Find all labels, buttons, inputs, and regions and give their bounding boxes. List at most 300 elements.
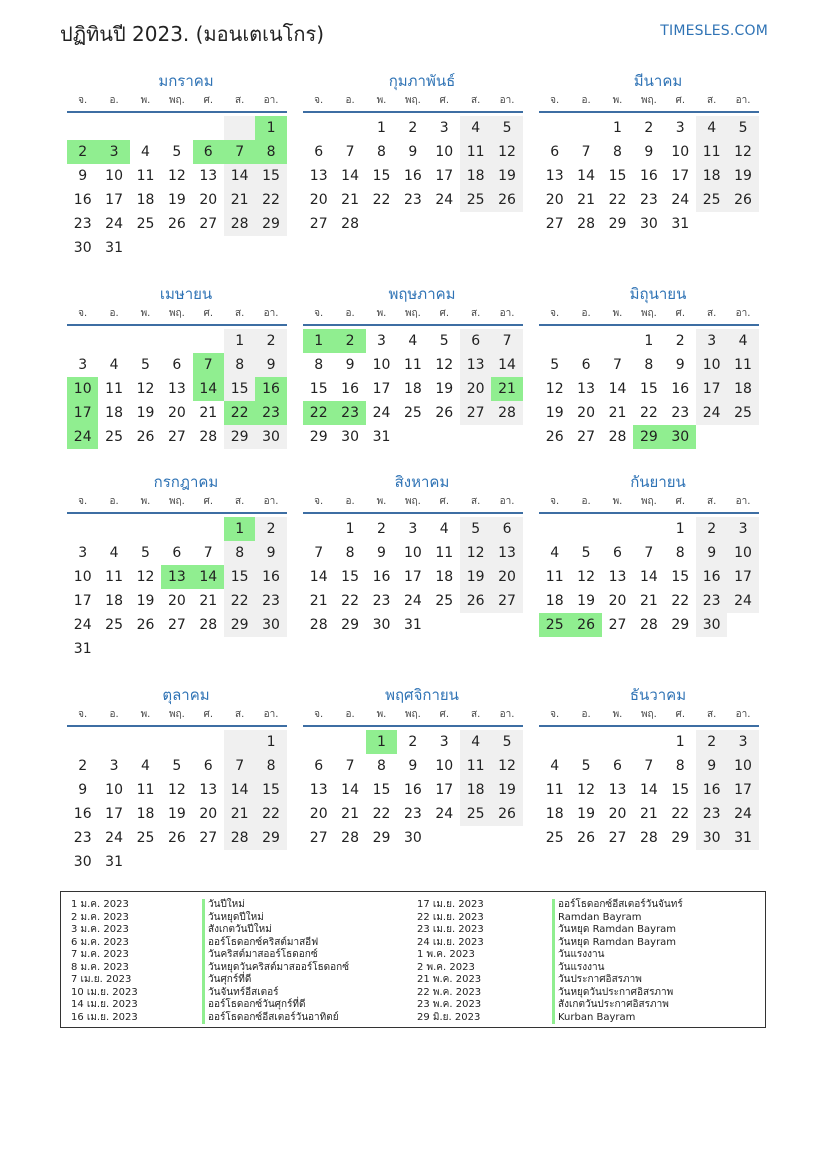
day-cell: 12 — [167, 782, 186, 798]
day-cell: 22 — [639, 405, 658, 421]
day-cell: 30 — [255, 613, 286, 637]
month-rule — [539, 725, 759, 727]
day-cell: 19 — [545, 405, 564, 421]
month-name: พฤษภาคม — [388, 285, 456, 303]
day-cell: 28 — [309, 617, 328, 633]
week-row — [539, 541, 759, 565]
day-cell: 17 — [671, 168, 690, 184]
holiday-date: 8 ม.ค. 2023 — [71, 961, 129, 973]
empty-day — [255, 850, 286, 874]
day-cell: 26 — [136, 617, 155, 633]
empty-day — [397, 425, 428, 449]
week-row — [67, 565, 287, 589]
empty-day — [67, 329, 98, 353]
day-cell: 1 — [377, 120, 386, 136]
day-cell: 7 — [491, 329, 522, 353]
day-cell: 5 — [491, 730, 522, 754]
day-cell: 10 — [67, 377, 98, 401]
day-cell: 5 — [141, 545, 150, 561]
week-row — [67, 589, 287, 613]
empty-day — [67, 517, 98, 541]
empty-day — [303, 116, 334, 140]
holiday-date: 16 เม.ย. 2023 — [71, 1011, 138, 1023]
weekday-label: พฤ. — [404, 308, 421, 319]
week-row — [539, 212, 759, 236]
month-name: เมษายน — [159, 285, 213, 303]
day-cell: 20 — [577, 405, 595, 421]
day-cell: 19 — [577, 593, 595, 609]
day-cell: 11 — [460, 140, 491, 164]
day-cell: 17 — [696, 377, 727, 401]
day-cell: 8 — [224, 353, 255, 377]
empty-day — [193, 850, 224, 874]
holiday-date: 14 เม.ย. 2023 — [71, 999, 138, 1010]
holiday-name: วันแรงงาน — [552, 949, 683, 962]
day-cell: 15 — [309, 381, 328, 397]
day-cell: 10 — [105, 168, 123, 184]
day-cell: 29 — [309, 429, 328, 445]
day-cell: 18 — [136, 806, 155, 822]
day-cell: 11 — [105, 381, 123, 397]
weekday-header — [539, 493, 759, 510]
holiday-name: วันหยุด Ramdan Bayram — [552, 924, 683, 937]
day-cell: 25 — [435, 593, 454, 609]
empty-day — [193, 236, 224, 260]
empty-day — [727, 425, 758, 449]
weekday-label: อ. — [109, 496, 119, 507]
holiday-name: สังเกตวันปีใหม่ — [202, 924, 349, 937]
weekday-label: พฤ. — [168, 496, 185, 507]
day-cell: 4 — [109, 545, 119, 561]
day-cell: 17 — [435, 168, 454, 184]
weekday-label: จ. — [314, 709, 324, 720]
day-cell: 1 — [613, 120, 622, 136]
day-cell: 17 — [105, 192, 123, 208]
day-cell: 15 — [671, 782, 690, 798]
day-cell: 23 — [696, 589, 727, 613]
empty-day — [539, 116, 570, 140]
month-rule — [303, 111, 523, 113]
empty-day — [602, 730, 633, 754]
day-cell: 13 — [608, 782, 627, 798]
empty-day — [255, 637, 286, 661]
weekday-label: จ. — [550, 95, 560, 106]
day-cell: 1 — [675, 734, 685, 750]
day-cell: 16 — [255, 565, 286, 589]
day-cell: 23 — [696, 802, 727, 826]
week-row — [303, 353, 523, 377]
empty-day — [727, 613, 758, 637]
day-cell: 17 — [73, 593, 92, 609]
day-cell: 26 — [460, 589, 491, 613]
day-cell: 12 — [136, 381, 155, 397]
day-cell: 19 — [577, 806, 595, 822]
weekday-label: อ. — [109, 308, 119, 319]
day-cell: 20 — [491, 565, 522, 589]
day-cell: 31 — [403, 617, 422, 633]
holiday-date: 21 พ.ค. 2023 — [417, 974, 482, 985]
day-cell: 22 — [671, 593, 690, 609]
day-cell: 6 — [314, 758, 324, 774]
day-cell: 17 — [435, 782, 454, 798]
empty-day — [602, 517, 633, 541]
weekday-label: จ. — [78, 496, 88, 507]
holiday-date: 7 ม.ค. 2023 — [71, 949, 129, 960]
month-block — [303, 471, 523, 637]
month-rule — [303, 725, 523, 727]
day-cell: 12 — [136, 569, 155, 585]
day-cell: 20 — [608, 806, 627, 822]
day-cell: 20 — [309, 192, 328, 208]
day-cell: 31 — [671, 216, 690, 232]
day-cell: 21 — [341, 192, 359, 208]
day-cell: 13 — [460, 353, 491, 377]
week-row — [539, 140, 759, 164]
weekday-label: อ. — [109, 709, 119, 720]
day-cell: 2 — [675, 333, 685, 349]
empty-day — [429, 613, 460, 637]
empty-day — [633, 517, 664, 541]
day-cell: 5 — [172, 758, 182, 774]
day-cell: 18 — [545, 806, 564, 822]
day-cell: 5 — [460, 517, 491, 541]
weekday-label: ส. — [235, 496, 245, 507]
day-cell: 4 — [141, 144, 150, 160]
empty-day — [460, 425, 491, 449]
holiday-name: สังเกตวันประกาศอิสรภาพ — [552, 999, 683, 1012]
empty-day — [429, 425, 460, 449]
month-block — [303, 684, 523, 850]
weekday-label: อา. — [263, 709, 279, 720]
day-cell: 29 — [224, 425, 255, 449]
weekday-label: ศ. — [203, 308, 214, 319]
weekday-header — [67, 493, 287, 510]
weekday-label: อา. — [735, 308, 751, 319]
day-cell: 16 — [341, 381, 359, 397]
brand-link[interactable]: TIMESLES.COM — [660, 23, 768, 39]
day-cell: 4 — [550, 758, 560, 774]
empty-day — [429, 826, 460, 850]
empty-day — [539, 517, 570, 541]
day-cell: 14 — [577, 168, 595, 184]
weekday-label: พฤ. — [404, 496, 421, 507]
month-rule — [303, 324, 523, 326]
day-cell: 6 — [613, 758, 622, 774]
empty-day — [161, 236, 192, 260]
day-cell: 29 — [608, 216, 627, 232]
weekday-label: พ. — [376, 308, 387, 319]
weekday-label: อา. — [263, 95, 279, 106]
week-row — [303, 754, 523, 778]
day-cell: 10 — [372, 357, 391, 373]
weekday-label: พ. — [612, 95, 623, 106]
week-row — [539, 329, 759, 353]
weekday-header — [539, 706, 759, 723]
weekday-label: อ. — [345, 496, 355, 507]
day-cell: 10 — [403, 545, 422, 561]
day-cell: 18 — [105, 405, 123, 421]
day-cell: 4 — [696, 116, 727, 140]
weekday-label: อ. — [581, 95, 591, 106]
empty-day — [98, 116, 129, 140]
day-cell: 27 — [309, 216, 328, 232]
empty-day — [98, 517, 129, 541]
day-cell: 27 — [608, 617, 627, 633]
day-cell: 25 — [136, 830, 155, 846]
day-cell: 21 — [608, 405, 627, 421]
day-cell: 21 — [199, 593, 218, 609]
weekday-label: พ. — [612, 308, 623, 319]
day-cell: 3 — [377, 333, 386, 349]
empty-day — [460, 212, 491, 236]
day-cell: 21 — [491, 377, 522, 401]
holiday-date: 3 ม.ค. 2023 — [71, 924, 129, 935]
week-row — [539, 589, 759, 613]
weekday-label: พ. — [140, 308, 151, 319]
day-cell: 28 — [608, 429, 627, 445]
day-cell: 18 — [696, 164, 727, 188]
empty-day — [460, 826, 491, 850]
day-cell: 31 — [372, 429, 391, 445]
day-cell: 28 — [199, 429, 218, 445]
weekday-label: ส. — [235, 709, 245, 720]
day-cell: 9 — [78, 782, 88, 798]
empty-day — [193, 637, 224, 661]
day-cell: 18 — [460, 164, 491, 188]
day-cell: 23 — [334, 401, 365, 425]
weekday-label: พฤ. — [168, 95, 185, 106]
holiday-name: วันคริสต์มาสออร์โธดอกซ์ — [202, 949, 349, 962]
day-cell: 13 — [309, 782, 328, 798]
day-cell: 24 — [727, 589, 758, 613]
day-cell: 1 — [644, 333, 654, 349]
day-cell: 20 — [460, 377, 491, 401]
weekday-header — [303, 305, 523, 322]
day-cell: 15 — [255, 778, 286, 802]
weekday-label: ศ. — [675, 709, 686, 720]
day-cell: 10 — [671, 144, 690, 160]
day-cell: 23 — [403, 806, 422, 822]
weekday-header — [303, 92, 523, 109]
holiday-names-right — [552, 899, 683, 1024]
month-rule — [539, 111, 759, 113]
empty-day — [161, 637, 192, 661]
empty-day — [491, 613, 522, 637]
empty-day — [130, 637, 161, 661]
day-cell: 9 — [696, 541, 727, 565]
day-cell: 14 — [639, 569, 658, 585]
day-cell: 16 — [696, 778, 727, 802]
day-cell: 23 — [639, 192, 658, 208]
day-cell: 14 — [193, 565, 224, 589]
holiday-name: วันหยุดวันคริสต์มาสออร์โธดอกซ์ — [202, 962, 349, 975]
weekday-header — [539, 305, 759, 322]
day-cell: 8 — [675, 758, 685, 774]
holiday-name: ออร์โธดอกซ์วันศุกร์ที่ดี — [202, 999, 349, 1012]
month-block — [67, 283, 287, 449]
empty-day — [224, 730, 255, 754]
empty-day — [193, 329, 224, 353]
day-cell: 15 — [341, 569, 359, 585]
day-cell: 27 — [577, 429, 595, 445]
day-cell: 17 — [727, 565, 758, 589]
day-cell: 19 — [727, 164, 758, 188]
day-cell: 7 — [224, 140, 255, 164]
day-cell: 18 — [435, 569, 454, 585]
day-cell: 14 — [341, 168, 359, 184]
day-cell: 16 — [639, 168, 658, 184]
day-cell: 9 — [408, 144, 418, 160]
weekday-header — [67, 706, 287, 723]
holiday-name: ออร์โธดอกซ์อีสเตอร์วันจันทร์ — [552, 899, 683, 912]
day-cell: 18 — [460, 778, 491, 802]
weekday-label: อา. — [735, 496, 751, 507]
day-cell: 13 — [608, 569, 627, 585]
weekday-header — [67, 92, 287, 109]
weekday-label: อา. — [735, 95, 751, 106]
month-name: กรกฎาคม — [153, 473, 219, 491]
weekday-label: อา. — [499, 709, 515, 720]
day-cell: 27 — [309, 830, 328, 846]
day-cell: 17 — [403, 569, 422, 585]
day-cell: 28 — [199, 617, 218, 633]
weekday-label: ส. — [471, 308, 481, 319]
week-row — [67, 613, 287, 637]
day-cell: 15 — [372, 782, 391, 798]
holiday-date: 17 เม.ย. 2023 — [417, 899, 484, 910]
holiday-name: วันหยุดวันประกาศอิสรภาพ — [552, 987, 683, 1000]
weekday-label: อา. — [499, 308, 515, 319]
day-cell: 11 — [105, 569, 123, 585]
day-cell: 16 — [403, 168, 422, 184]
week-row — [67, 377, 287, 401]
day-cell: 14 — [608, 381, 627, 397]
week-row — [303, 116, 523, 140]
month-rule — [539, 512, 759, 514]
day-cell: 9 — [675, 357, 685, 373]
day-cell: 8 — [377, 758, 386, 774]
day-cell: 22 — [372, 806, 391, 822]
weekday-label: พฤ. — [168, 308, 185, 319]
week-row — [303, 164, 523, 188]
day-cell: 19 — [491, 778, 522, 802]
day-cell: 30 — [73, 854, 92, 870]
empty-day — [130, 850, 161, 874]
day-cell: 24 — [105, 830, 123, 846]
holiday-date: 23 เม.ย. 2023 — [417, 924, 484, 935]
day-cell: 28 — [639, 617, 658, 633]
day-cell: 22 — [341, 593, 359, 609]
day-cell: 13 — [309, 168, 328, 184]
month-name: มกราคม — [158, 72, 214, 90]
month-name: มิถุนายน — [629, 285, 687, 303]
day-cell: 21 — [224, 188, 255, 212]
day-cell: 19 — [435, 381, 454, 397]
day-cell: 31 — [105, 854, 123, 870]
weekday-label: อ. — [581, 496, 591, 507]
month-rule — [67, 725, 287, 727]
holiday-date: 24 เม.ย. 2023 — [417, 936, 484, 948]
week-row — [303, 730, 523, 754]
day-cell: 15 — [608, 168, 627, 184]
day-cell: 12 — [167, 168, 186, 184]
weekday-label: พ. — [376, 709, 387, 720]
weekday-label: อ. — [345, 95, 355, 106]
day-cell: 28 — [577, 216, 595, 232]
day-cell: 23 — [372, 593, 391, 609]
day-cell: 4 — [727, 329, 758, 353]
weekday-label: ส. — [471, 95, 481, 106]
holiday-name: Ramdan Bayram — [552, 912, 683, 925]
day-cell: 5 — [172, 144, 182, 160]
day-cell: 8 — [255, 754, 286, 778]
day-cell: 11 — [136, 168, 155, 184]
empty-day — [334, 116, 365, 140]
weekday-label: จ. — [550, 709, 560, 720]
day-cell: 31 — [105, 240, 123, 256]
day-cell: 21 — [224, 802, 255, 826]
weekday-label: ส. — [707, 308, 717, 319]
day-cell: 1 — [345, 521, 355, 537]
day-cell: 30 — [255, 425, 286, 449]
day-cell: 10 — [435, 144, 454, 160]
week-row — [303, 826, 523, 850]
holiday-date: 1 ม.ค. 2023 — [71, 899, 129, 910]
day-cell: 8 — [644, 357, 654, 373]
weekday-label: อ. — [581, 308, 591, 319]
empty-day — [67, 730, 98, 754]
month-rule — [67, 324, 287, 326]
day-cell: 10 — [73, 569, 92, 585]
empty-day — [570, 329, 601, 353]
month-rule — [303, 512, 523, 514]
week-row — [67, 517, 287, 541]
holiday-dates-right — [417, 899, 484, 1024]
week-row — [303, 589, 523, 613]
day-cell: 25 — [545, 830, 564, 846]
week-row — [303, 188, 523, 212]
day-cell: 8 — [675, 545, 685, 561]
weekday-label: อ. — [345, 308, 355, 319]
day-cell: 19 — [167, 192, 186, 208]
day-cell: 3 — [109, 758, 119, 774]
weekday-label: พ. — [376, 95, 387, 106]
day-cell: 11 — [696, 140, 727, 164]
day-cell: 24 — [727, 802, 758, 826]
day-cell: 2 — [408, 120, 418, 136]
week-row — [539, 802, 759, 826]
day-cell: 20 — [608, 593, 627, 609]
day-cell: 17 — [727, 778, 758, 802]
week-row — [539, 826, 759, 850]
day-cell: 12 — [491, 140, 522, 164]
weekday-label: จ. — [314, 496, 324, 507]
day-cell: 17 — [372, 381, 391, 397]
day-cell: 13 — [161, 565, 192, 589]
week-row — [539, 754, 759, 778]
day-cell: 3 — [727, 730, 758, 754]
holiday-date: 7 เม.ย. 2023 — [71, 974, 132, 985]
day-cell: 8 — [314, 357, 324, 373]
day-cell: 25 — [460, 802, 491, 826]
day-cell: 13 — [545, 168, 564, 184]
week-row — [539, 778, 759, 802]
day-cell: 15 — [372, 168, 391, 184]
week-row — [539, 425, 759, 449]
day-cell: 10 — [727, 541, 758, 565]
month-block — [67, 70, 287, 260]
day-cell: 23 — [73, 830, 92, 846]
